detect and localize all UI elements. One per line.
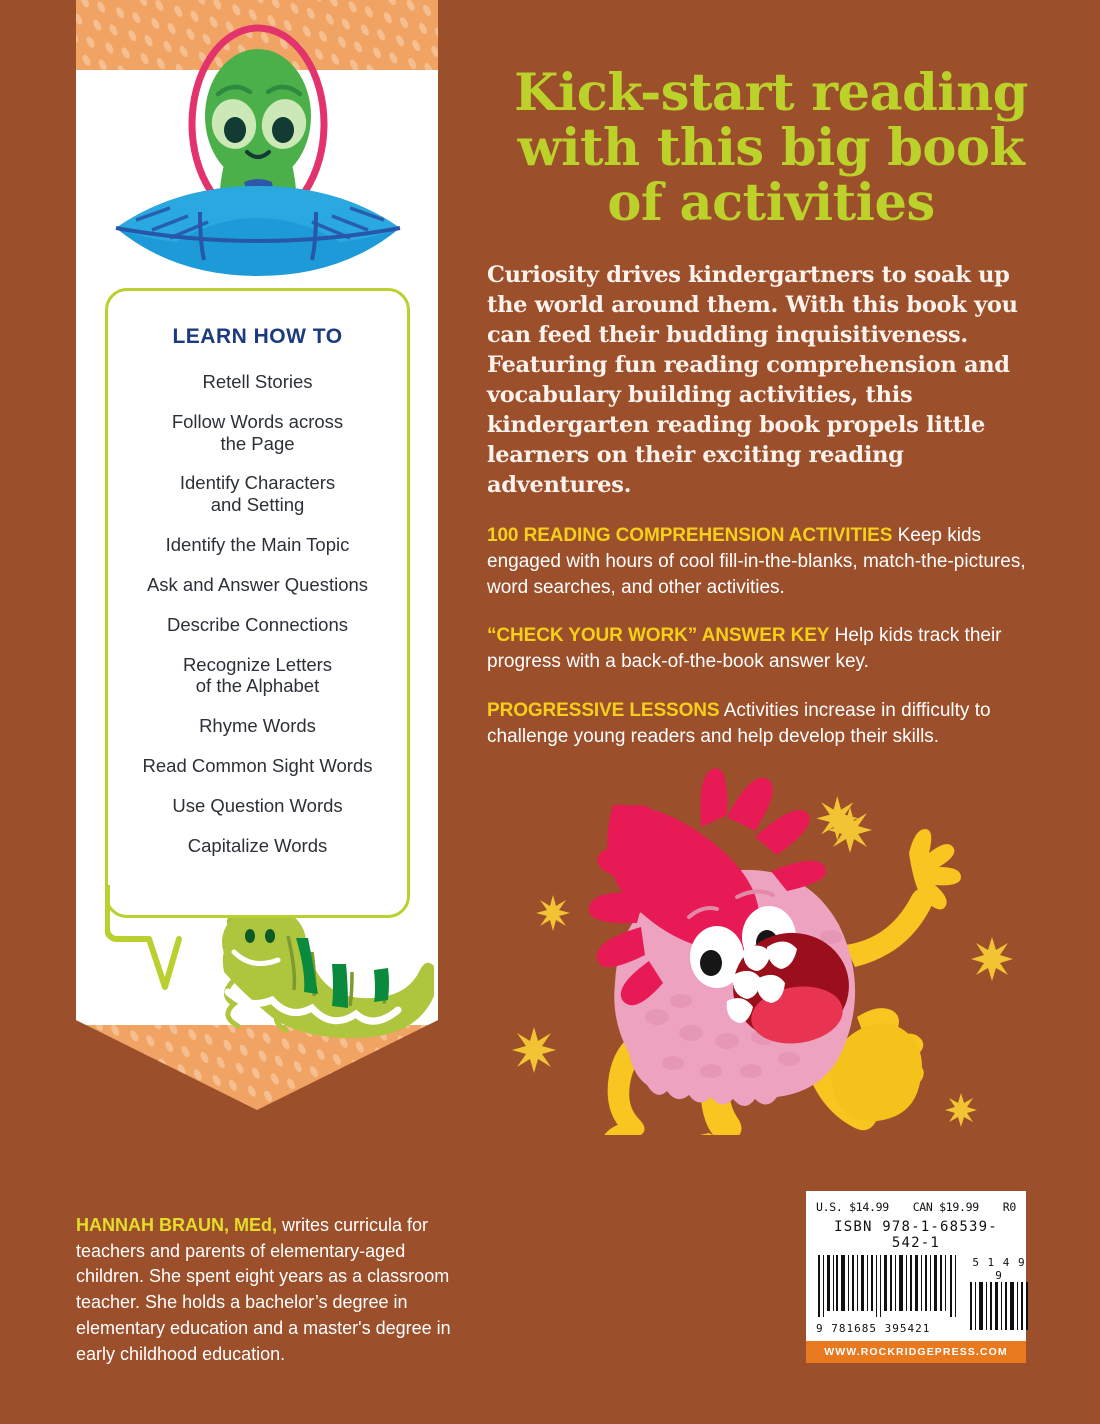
price-can: CAN $19.99: [912, 1200, 979, 1214]
list-item: Use Question Words: [172, 794, 343, 816]
feature-label: 100 READING COMPREHENSION ACTIVITIES: [487, 524, 893, 546]
headline-line-1: Kick-start reading: [514, 63, 1028, 123]
list-item: Identify the Main Topic: [165, 534, 350, 556]
author-name: HANNAH BRAUN, MEd,: [76, 1215, 277, 1235]
list-item: Identify Characters and Setting: [179, 472, 336, 516]
barcode-price-row: [816, 1200, 1016, 1214]
list-item: Ask and Answer Questions: [146, 573, 369, 595]
feature-text: Activities increase in difficulty to challenge young readers and help develop their skills.: [487, 699, 991, 747]
headline-line-2: with this big book: [517, 118, 1025, 179]
price-us: U.S. $14.99: [816, 1200, 889, 1214]
intro-paragraph: Curiosity drives kindergartners to soak up the world around them. With this book you can feed their budding inquisitiveness. Featuring fun reading comprehension and vocabulary building activities, this kindergarten reading book propels little learners on their exciting reading adventures.: [487, 262, 1018, 498]
page-title: [487, 63, 1055, 234]
barcode-block: [806, 1191, 1026, 1363]
addon-digits: 5 1 4 9 9: [972, 1256, 1026, 1282]
list-item: Rhyme Words: [199, 715, 316, 737]
feature-item: [487, 623, 1055, 675]
publisher-website-bar: WWW.ROCKRIDGEPRESS.COM: [806, 1341, 1026, 1363]
feature-item: [487, 523, 1055, 602]
list-item: Describe Connections: [167, 613, 348, 635]
list-item: Read Common Sight Words: [142, 755, 373, 777]
author-bio-text: writes curricula for teachers and parents of elementary-aged children. She spent eight years as a classroom teacher. She holds a bachelor’s degree in elementary education and a master's degree in early childhood education.: [76, 1215, 451, 1364]
barcode-card: [806, 1191, 1026, 1341]
feature-item: [487, 698, 1055, 750]
barcode-bars-wrapper: [816, 1255, 1026, 1335]
speech-bubble-tail: [105, 885, 235, 995]
learn-how-to-title: LEARN HOW TO: [172, 325, 343, 348]
feature-label: PROGRESSIVE LESSONS: [487, 699, 720, 721]
headline-line-3: of activities: [607, 173, 935, 234]
feature-text: Keep kids engaged with hours of cool fill-in-the-blanks, match-the-pictures, word searches, and other activities.: [487, 524, 1026, 599]
list-item: Recognize Letters of the Alphabet: [182, 653, 333, 697]
author-bio: [76, 1213, 456, 1367]
ean5-addon-barcode: [968, 1282, 1030, 1330]
learn-how-to-list: [108, 371, 407, 857]
pink-monster-illustration: [505, 765, 1025, 1135]
feature-text: Help kids track their progress with a back-of-the-book answer key.: [487, 625, 1002, 673]
feature-label: “CHECK YOUR WORK” ANSWER KEY: [487, 625, 830, 647]
list-item: Retell Stories: [202, 371, 313, 392]
ean-digits: 9 781685 395421: [816, 1322, 931, 1335]
learn-how-to-box: [105, 288, 410, 918]
alien-in-ufo-illustration: [94, 6, 424, 286]
list-item: Capitalize Words: [187, 834, 328, 856]
right-content-column: [487, 0, 1055, 750]
list-item: Follow Words across the Page: [171, 410, 344, 454]
barcode-code-right: R0: [1002, 1200, 1016, 1214]
ean13-barcode: [816, 1255, 958, 1317]
isbn-text: ISBN 978-1-68539-542-1: [834, 1219, 998, 1251]
